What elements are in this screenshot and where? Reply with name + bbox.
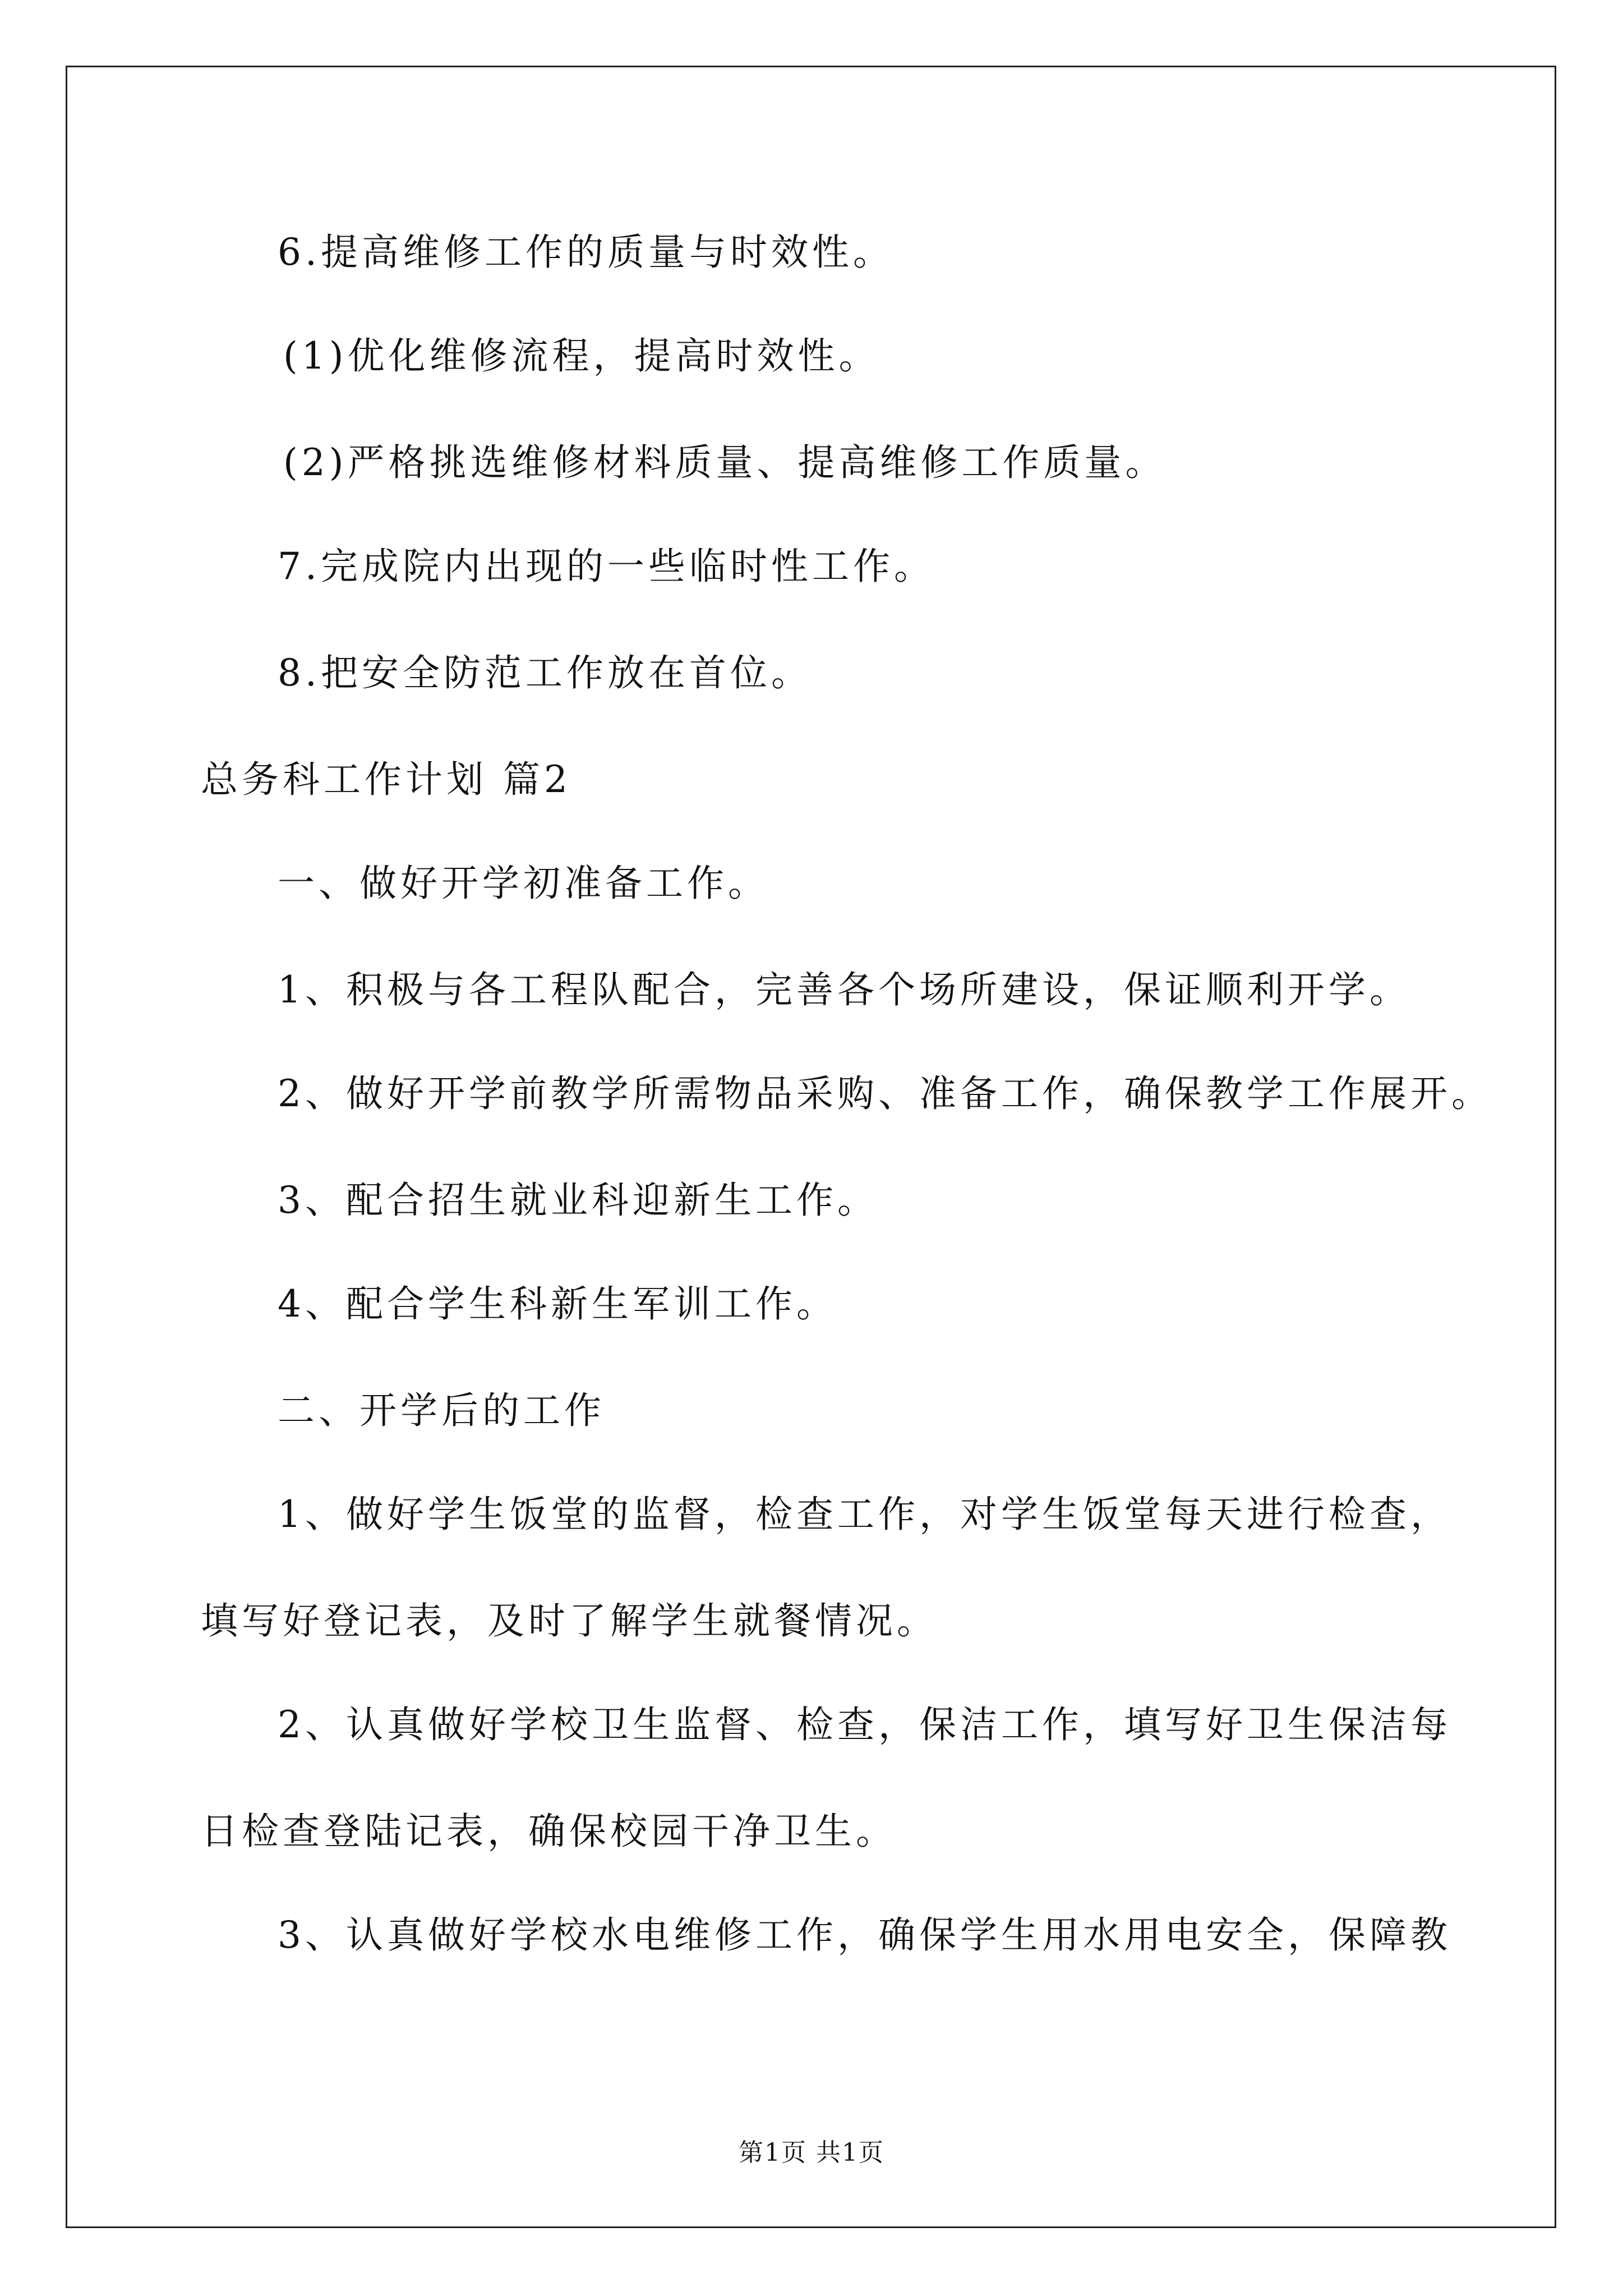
list-item: 2、认真做好学校卫生监督、检查，保洁工作，填写好卫生保洁每 [278,1703,1451,1746]
paragraph-subitem-1: (1)优化维修流程，提高时效性。 [283,334,880,378]
section-heading: 总务科工作计划 篇2 [201,758,571,801]
paragraph-subitem-2: (2)严格挑选维修材料质量、提高维修工作质量。 [283,441,1166,484]
list-item-continuation: 日检查登陆记表，确保校园干净卫生。 [201,1810,897,1853]
list-item: 1、做好学生饭堂的监督，检查工作，对学生饭堂每天进行检查， [278,1493,1451,1536]
list-item-continuation: 填写好登记表，及时了解学生就餐情况。 [201,1599,938,1642]
list-item: 4、配合学生科新生军训工作。 [278,1282,837,1326]
list-item: 3、认真做好学校水电维修工作，确保学生用水用电安全，保障教 [278,1913,1451,1957]
paragraph-item-6: 6.提高维修工作的质量与时效性。 [278,231,894,274]
subheading-one: 一、做好开学初准备工作。 [278,862,769,905]
list-item: 3、配合招生就业科迎新生工作。 [278,1179,878,1222]
list-item: 1、积极与各工程队配合，完善各个场所建设，保证顺利开学。 [278,968,1410,1011]
paragraph-item-7: 7.完成院内出现的一些临时性工作。 [278,545,935,588]
page-number-footer: 第1页 共1页 [739,2138,884,2167]
paragraph-item-8: 8.把安全防范工作放在首位。 [278,651,812,694]
list-item: 2、做好开学前教学所需物品采购、准备工作，确保教学工作展开。 [278,1072,1492,1115]
subheading-two: 二、开学后的工作 [278,1389,605,1432]
